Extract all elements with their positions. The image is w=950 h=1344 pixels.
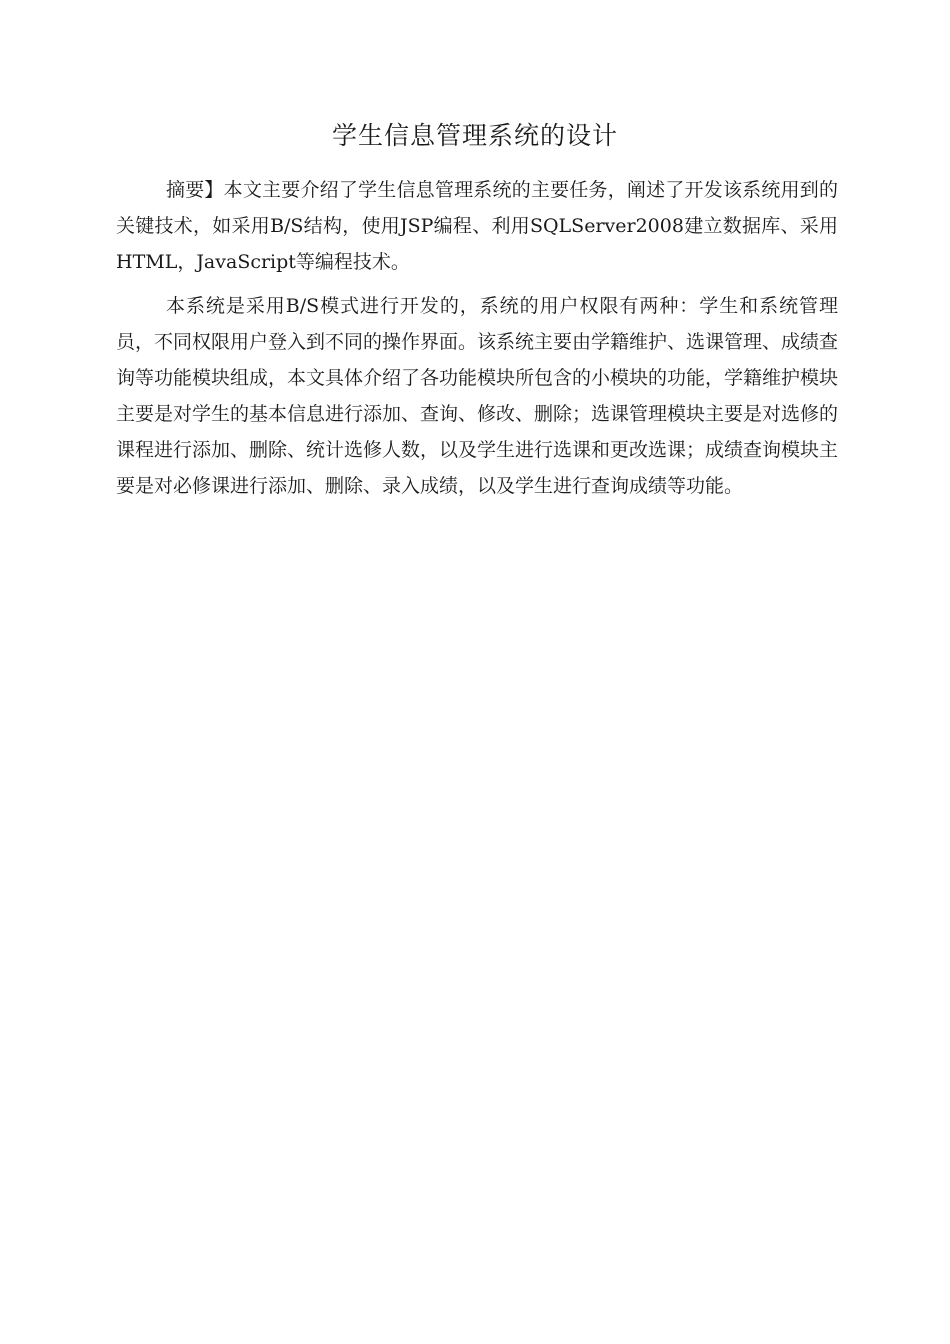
system-description-paragraph: 本系统是采用B/S模式进行开发的，系统的用户权限有两种：学生和系统管理员，不同权限用户登入到不同的操作界面。该系统主要由学籍维护、选课管理、成绩查询等功能模块组成，本文具体介绍了各功能模块所包含的小模块的功能，学籍维护模块主要是对学生的基本信息进行添加、查询、修改、删除；选课管理模块主要是对选修的课程进行添加、删除、统计选修人数，以及学生进行选课和更改选课；成绩查询模块主要是对必修课进行添加、删除、录入成绩，以及学生进行查询成绩等功能。 <box>116 295 839 497</box>
abstract-paragraph: 摘要】本文主要介绍了学生信息管理系统的主要任务，阐述了开发该系统用到的关键技术，如采用B/S结构，使用JSP编程、利用SQLServer2008建立数据库、采用HTML，JavaScript等编程技术。 <box>116 179 838 273</box>
document-title: 学生信息管理系统的设计 <box>331 121 618 150</box>
document-body <box>116 172 838 504</box>
